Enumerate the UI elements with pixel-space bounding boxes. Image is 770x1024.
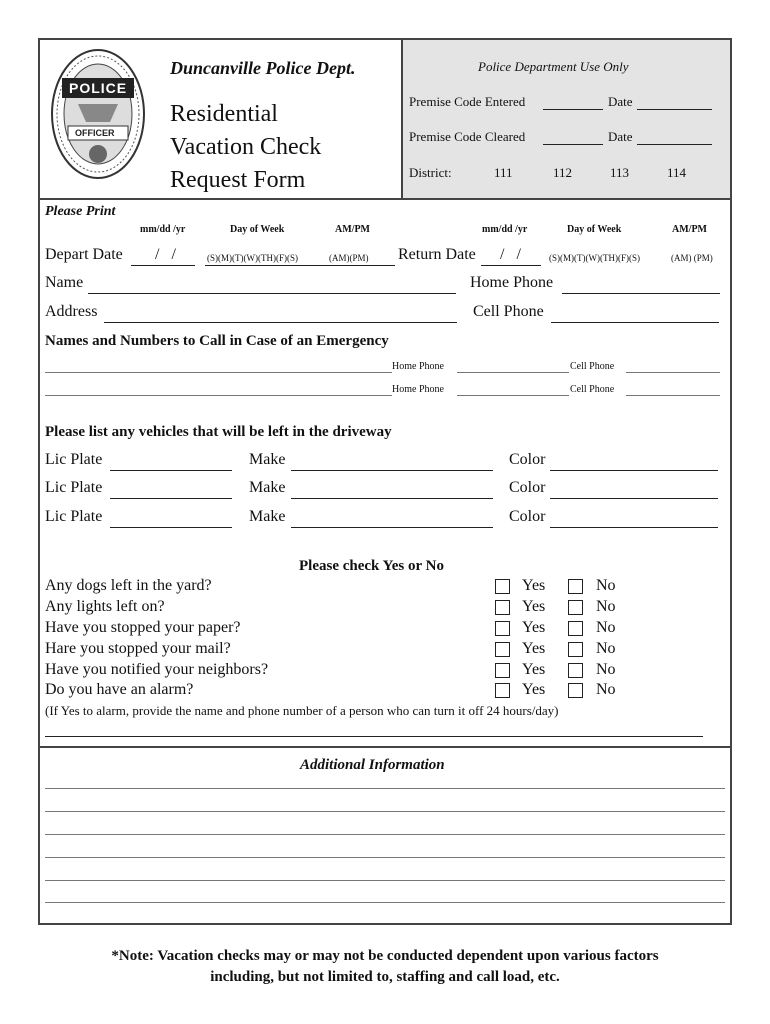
question-text: Hare you stopped your mail?: [45, 640, 231, 657]
emergency-cell-phone-label-1: Cell Phone: [570, 361, 615, 372]
premise-cleared-field[interactable]: [543, 144, 603, 145]
yes-label: Yes: [522, 681, 546, 698]
emergency-cell-phone-field-1[interactable]: [626, 372, 720, 373]
no-checkbox[interactable]: [568, 683, 583, 698]
lic-plate-label: Lic Plate: [45, 451, 103, 468]
no-label: No: [596, 577, 616, 594]
yes-checkbox[interactable]: [495, 683, 510, 698]
form-title-line3: Request Form: [170, 167, 306, 193]
no-label: No: [596, 681, 616, 698]
emergency-heading: Names and Numbers to Call in Case of an Emergency: [45, 333, 389, 349]
color-label: Color: [509, 508, 546, 525]
header-divider-horizontal: [38, 198, 732, 200]
seal-text-top: POLICE: [69, 80, 128, 96]
additional-info-line[interactable]: [45, 902, 725, 903]
additional-info-line[interactable]: [45, 788, 725, 789]
question-text: Do you have an alarm?: [45, 681, 194, 698]
yes-checkbox[interactable]: [495, 621, 510, 636]
yes-checkbox[interactable]: [495, 663, 510, 678]
additional-info-line[interactable]: [45, 811, 725, 812]
cell-phone-label: Cell Phone: [473, 303, 544, 320]
no-checkbox[interactable]: [568, 621, 583, 636]
district-option[interactable]: 112: [553, 165, 573, 180]
no-label: No: [596, 640, 616, 657]
return-date-underline: [481, 265, 541, 266]
depart-col-date: mm/dd /yr: [140, 224, 186, 235]
additional-info-line[interactable]: [45, 857, 725, 858]
no-label: No: [596, 598, 616, 615]
return-date-label: Return Date: [398, 246, 476, 263]
name-label: Name: [45, 274, 84, 291]
header-divider-vertical: [401, 38, 403, 200]
checklist-heading: Please check Yes or No: [299, 558, 444, 574]
return-day-choices[interactable]: (S)(M)(T)(W)(TH)(F)(S): [549, 253, 640, 263]
make-field[interactable]: [291, 527, 493, 528]
lic-plate-field[interactable]: [110, 470, 232, 471]
police-seal-icon: [48, 44, 148, 184]
depart-col-dow: Day of Week: [230, 224, 285, 235]
yes-label: Yes: [522, 619, 546, 636]
emergency-home-phone-field-1[interactable]: [457, 372, 569, 373]
emergency-home-phone-label-2: Home Phone: [392, 384, 444, 395]
premise-entered-date-field[interactable]: [637, 109, 712, 110]
make-label: Make: [249, 508, 286, 525]
home-phone-field[interactable]: [562, 293, 720, 294]
color-field[interactable]: [550, 470, 718, 471]
lic-plate-field[interactable]: [110, 527, 232, 528]
return-ampm-choices[interactable]: (AM) (PM): [671, 253, 713, 263]
premise-cleared-date-field[interactable]: [637, 144, 712, 145]
make-label: Make: [249, 479, 286, 496]
department-name: Duncanville Police Dept.: [170, 58, 356, 78]
return-col-date: mm/dd /yr: [482, 224, 528, 235]
form-title-line1: Residential: [170, 101, 278, 127]
make-label: Make: [249, 451, 286, 468]
footer-note-line1: *Note: Vacation checks may or may not be conducted dependent upon various factors: [111, 948, 659, 964]
yes-checkbox[interactable]: [495, 600, 510, 615]
color-field[interactable]: [550, 498, 718, 499]
yes-label: Yes: [522, 577, 546, 594]
yes-label: Yes: [522, 640, 546, 657]
emergency-cell-phone-field-2[interactable]: [626, 395, 720, 396]
emergency-home-phone-field-2[interactable]: [457, 395, 569, 396]
return-col-ampm: AM/PM: [672, 224, 707, 235]
name-field[interactable]: [88, 293, 456, 294]
return-date-field[interactable]: / /: [500, 246, 521, 263]
yes-label: Yes: [522, 598, 546, 615]
depart-date-label: Depart Date: [45, 246, 123, 263]
depart-choices-underline: [205, 265, 395, 266]
form-title-line2: Vacation Check: [170, 134, 322, 160]
emergency-home-phone-label-1: Home Phone: [392, 361, 444, 372]
additional-info-line[interactable]: [45, 880, 725, 881]
yes-checkbox[interactable]: [495, 642, 510, 657]
lic-plate-field[interactable]: [110, 498, 232, 499]
return-col-dow: Day of Week: [567, 224, 622, 235]
district-option[interactable]: 111: [494, 165, 513, 180]
depart-day-choices[interactable]: (S)(M)(T)(W)(TH)(F)(S): [207, 253, 298, 263]
vehicles-heading: Please list any vehicles that will be left in the driveway: [45, 424, 392, 440]
depart-date-underline: [131, 265, 195, 266]
district-label: District:: [409, 165, 452, 180]
address-label: Address: [45, 303, 98, 320]
additional-info-line[interactable]: [45, 834, 725, 835]
additional-divider: [38, 746, 732, 748]
yes-checkbox[interactable]: [495, 579, 510, 594]
depart-ampm-choices[interactable]: (AM)(PM): [329, 253, 369, 263]
question-text: Any lights left on?: [45, 598, 165, 615]
color-label: Color: [509, 479, 546, 496]
question-text: Have you stopped your paper?: [45, 619, 241, 636]
premise-cleared-date-label: Date: [608, 129, 633, 144]
no-checkbox[interactable]: [568, 663, 583, 678]
premise-entered-field[interactable]: [543, 109, 603, 110]
premise-entered-date-label: Date: [608, 94, 633, 109]
home-phone-label: Home Phone: [470, 274, 554, 291]
seal-text-mid: OFFICER: [75, 128, 115, 138]
question-text: Have you notified your neighbors?: [45, 661, 269, 678]
no-label: No: [596, 661, 616, 678]
no-checkbox[interactable]: [568, 642, 583, 657]
emergency-name-field-2[interactable]: [45, 395, 392, 396]
district-option[interactable]: 114: [667, 165, 687, 180]
color-field[interactable]: [550, 527, 718, 528]
district-option[interactable]: 113: [610, 165, 630, 180]
lic-plate-label: Lic Plate: [45, 508, 103, 525]
depart-col-ampm: AM/PM: [335, 224, 370, 235]
premise-entered-label: Premise Code Entered: [409, 94, 526, 109]
make-field[interactable]: [291, 470, 493, 471]
no-checkbox[interactable]: [568, 600, 583, 615]
please-print-label: Please Print: [45, 204, 116, 219]
color-label: Color: [509, 451, 546, 468]
lic-plate-label: Lic Plate: [45, 479, 103, 496]
question-text: Any dogs left in the yard?: [45, 577, 212, 594]
emergency-cell-phone-label-2: Cell Phone: [570, 384, 615, 395]
police-use-title: Police Department Use Only: [478, 59, 629, 74]
no-label: No: [596, 619, 616, 636]
make-field[interactable]: [291, 498, 493, 499]
yes-label: Yes: [522, 661, 546, 678]
emergency-name-field-1[interactable]: [45, 372, 392, 373]
premise-cleared-label: Premise Code Cleared: [409, 129, 526, 144]
alarm-contact-field[interactable]: [45, 736, 703, 737]
address-field[interactable]: [104, 322, 457, 323]
additional-heading: Additional Information: [300, 757, 445, 773]
depart-date-field[interactable]: / /: [155, 246, 176, 263]
no-checkbox[interactable]: [568, 579, 583, 594]
cell-phone-field[interactable]: [551, 322, 719, 323]
alarm-note: (If Yes to alarm, provide the name and phone number of a person who can turn it off 24 hours/day): [45, 703, 559, 718]
footer-note-line2: including, but not limited to, staffing and call load, etc.: [210, 969, 560, 985]
